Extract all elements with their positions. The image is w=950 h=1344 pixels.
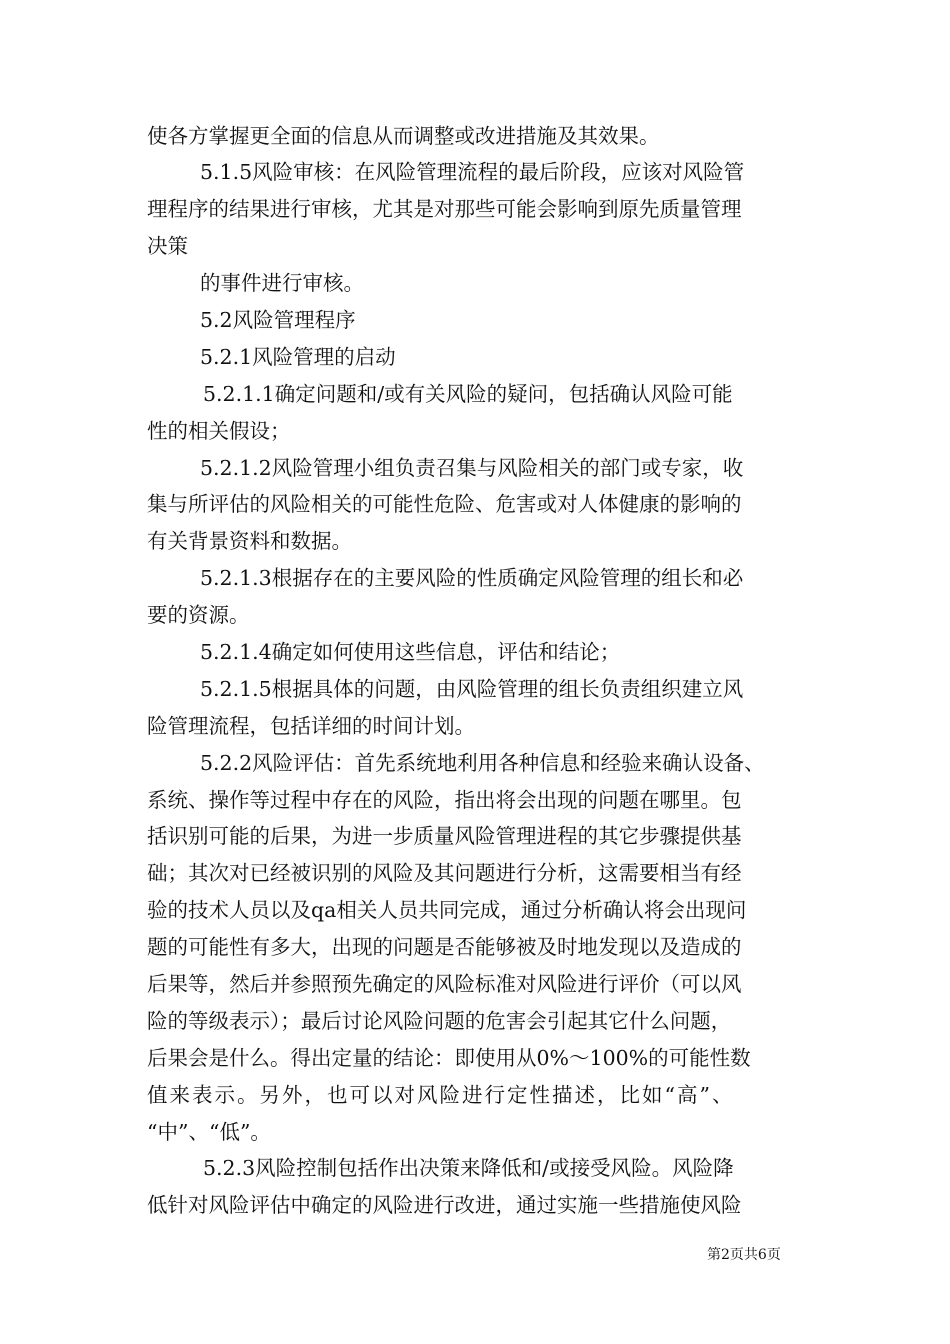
- paragraph-line: 有关背景资料和数据。: [147, 529, 352, 553]
- paragraph-line: 理程序的结果进行审核，尤其是对那些可能会影响到原先质量管理: [147, 197, 742, 221]
- paragraph-line: 础；其次对已经被识别的风险及其问题进行分析，这需要相当有经: [147, 861, 742, 885]
- paragraph-line: 5.2.1.2风险管理小组负责召集与风险相关的部门或专家，收: [200, 456, 744, 480]
- paragraph-line: “中”、“低”。: [147, 1120, 271, 1144]
- paragraph-line: 险管理流程，包括详细的时间计划。: [147, 714, 475, 738]
- paragraph-line: 5.2.3风险控制包括作出决策来降低和/或接受风险。风险降: [203, 1156, 734, 1180]
- paragraph-line: 要的资源。: [147, 603, 250, 627]
- paragraph-line: 性的相关假设；: [147, 419, 291, 443]
- paragraph-line: 的事件进行审核。: [200, 271, 364, 295]
- paragraph-line: 使各方掌握更全面的信息从而调整或改进措施及其效果。: [147, 124, 660, 148]
- paragraph-line: 后果会是什么。得出定量的结论：即使用从0%～100%的可能性数: [147, 1046, 751, 1070]
- section-heading: 5.2.1风险管理的启动: [200, 345, 396, 369]
- paragraph-line: 险的等级表示）；最后讨论风险问题的危害会引起其它什么问题，: [147, 1009, 732, 1033]
- paragraph-line: 5.2.1.4确定如何使用这些信息，评估和结论；: [200, 640, 621, 664]
- paragraph-line: 5.1.5风险审核：在风险管理流程的最后阶段，应该对风险管: [200, 160, 745, 184]
- paragraph-line: 5.2.1.5根据具体的问题，由风险管理的组长负责组织建立风: [200, 677, 744, 701]
- paragraph-line: 题的可能性有多大，出现的问题是否能够被及时地发现以及造成的: [147, 935, 742, 959]
- page-number: 第2页共6页: [707, 1247, 781, 1263]
- paragraph-line: 5.2.2风险评估：首先系统地利用各种信息和经验来确认设备、: [200, 751, 765, 775]
- paragraph-line: 验的技术人员以及qa相关人员共同完成，通过分析确认将会出现问: [147, 898, 747, 922]
- paragraph-line: 括识别可能的后果，为进一步质量风险管理进程的其它步骤提供基: [147, 824, 742, 848]
- section-heading: 5.2风险管理程序: [200, 308, 356, 332]
- paragraph-line: 5.2.1.3根据存在的主要风险的性质确定风险管理的组长和必: [200, 566, 744, 590]
- paragraph-line: 低针对风险评估中确定的风险进行改进，通过实施一些措施使风险: [147, 1193, 742, 1217]
- paragraph-line: 值来表示。另外，也可以对风险进行定性描述，比如“高”、: [147, 1083, 735, 1107]
- paragraph-line: 决策: [147, 234, 188, 258]
- paragraph-line: 系统、操作等过程中存在的风险，指出将会出现的问题在哪里。包: [147, 788, 742, 812]
- paragraph-line: 5.2.1.1确定问题和/或有关风险的疑问，包括确认风险可能: [203, 382, 733, 406]
- paragraph-line: 后果等，然后并参照预先确定的风险标准对风险进行评价（可以风: [147, 972, 742, 996]
- paragraph-line: 集与所评估的风险相关的可能性危险、危害或对人体健康的影响的: [147, 492, 742, 516]
